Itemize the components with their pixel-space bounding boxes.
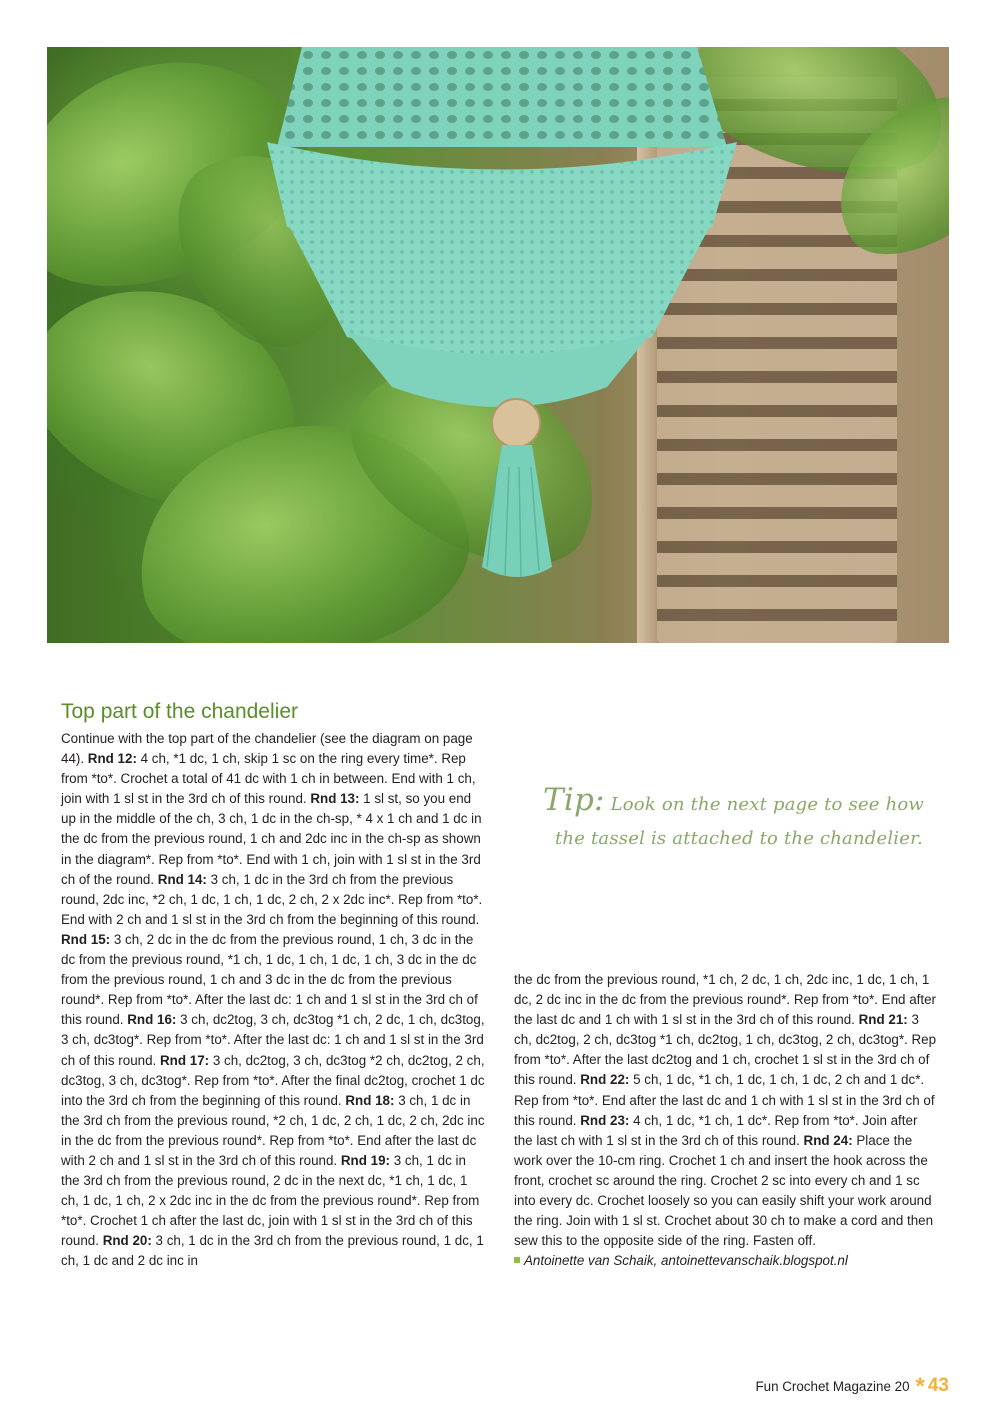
section-heading: Top part of the chandelier [61,700,298,723]
round-label: Rnd 24: [803,1132,853,1148]
round-label: Rnd 20: [102,1233,152,1249]
instruction-text: 3 ch, 1 dc in the 3rd ch from the previous round, 2 dc in the next dc, *1 ch, 1 dc, 1 ch, 1 dc, 1 ch, 2 x 2dc inc in the dc from the previous round*. Rep from *to*. Crochet 1 ch after the last dc, join with 1 sl st in the 3rd ch of this round. [61,1152,480,1249]
square-bullet-icon [514,1257,520,1263]
round-label: Rnd 18: [345,1092,395,1108]
instruction-text: 3 ch, dc2tog, 3 ch, dc3tog *1 ch, 2 dc, 1 ch, dc3tog, 3 ch, dc3tog*. Rep from *to*. After the last dc: 1 ch and 1 sl st in the 3rd ch of this round. [61,1012,485,1068]
round-label: Rnd 19: [340,1152,390,1168]
round-label: Rnd 13: [310,791,360,807]
instructions-column-1 [61,729,485,1272]
round-label: Rnd 21: [858,1012,908,1028]
tip-callout [543,783,933,856]
round-label: Rnd 12: [87,751,137,767]
crochet-chandelier [47,47,949,643]
round-label: Rnd 23: [580,1112,630,1128]
lamp-body [287,222,712,357]
page-number: 43 [927,1375,949,1396]
round-label: Rnd 16: [127,1012,177,1028]
tip-label: Tip: [543,782,605,818]
instruction-text: 4 ch, 1 dc, *1 ch, 1 dc*. Rep from *to*. Join after the last ch with 1 sl st in the 3rd ch of this round. [514,1112,918,1148]
instruction-text: the dc from the previous round, *1 ch, 2 dc, 1 ch, 2dc inc, 1 dc, 1 ch, 1 dc, 2 dc inc in the dc from the previous round*. Rep from *to*. End after the last dc and 1 ch with 1 sl st in the 3rd ch of this round. [514,972,937,1028]
instructions-text [61,729,485,1272]
instructions-text [514,970,938,1251]
instruction-text: 3 ch, 1 dc in the 3rd ch from the previous round, *2 ch, 1 dc, 2 ch, 1 dc, 2 ch, 2dc inc in the dc from the previous round*. Rep from *to*. End after the last dc with 2 ch and 1 sl st in the 3rd ch of this round. [61,1092,485,1168]
instruction-text: 3 ch, 1 dc in the 3rd ch from the previous round, 1 dc, 1 ch, 1 dc and 2 dc inc in [61,1233,484,1269]
credit-line [514,1251,938,1271]
instructions-column-2 [514,970,938,1271]
instruction-text: 3 ch, dc2tog, 2 ch, dc3tog *1 ch, dc2tog, 1 ch, dc3tog, 2 ch, dc3tog*. Rep from *to*. After the last dc2tog and 1 ch, crochet 1 sl st in the 3rd ch of this round. [514,1012,937,1088]
instruction-text: 5 ch, 1 dc, *1 ch, 1 dc, 1 ch, 1 dc, 2 ch and 1 dc*. Rep from *to*. End after the last dc and 1 ch with 1 sl st in the 3rd ch of this round. [514,1072,935,1128]
instruction-text: 3 ch, 1 dc in the 3rd ch from the previous round, 2dc inc, *2 ch, 1 dc, 1 ch, 1 dc, 2 ch, 2 x 2dc inc*. Rep from *to*. End with 2 ch and 1 sl st in the 3rd ch from the beginning of this round. [61,871,483,927]
instruction-text: 3 ch, 2 dc in the dc from the previous round, 1 ch, 3 dc in the dc from the previous round, *1 ch, 1 dc, 1 ch, 1 dc, 1 ch, 3 dc in the dc from the previous round, 1 ch and 3 dc in the dc from the previous round*. Rep from *to*. After the last dc: 1 ch and 1 sl st in the 3rd ch of this round. [61,931,478,1028]
round-label: Rnd 17: [160,1052,210,1068]
instruction-text: Continue with the top part of the chandelier (see the diagram on page 44). [61,731,473,767]
tip-line-1: Look on the next page to see how [610,794,925,815]
round-label: Rnd 15: [61,931,111,947]
star-icon: * [915,1373,925,1400]
round-label: Rnd 14: [157,871,207,887]
lamp-upper-rim [267,142,737,245]
instruction-text: 1 sl st, so you end up in the middle of the ch, 3 ch, 1 dc in the ch-sp, * 4 x 1 ch and 1 dc in the dc from the previous round, 1 ch and 2dc inc in the ch-sp as shown in the diagram*. Rep from *to*. End with 1 ch, join with 1 sl st in the 3rd ch of the round. [61,791,482,887]
tip-line-2: the tassel is attached to the chandelier. [555,828,923,849]
instruction-text: Place the work over the 10-cm ring. Crochet 1 ch and insert the hook across the front, crochet sc around the ring. Crochet 2 sc into every ch and 1 sc into every dc. Crochet loosely so you can easily shift your work around the ring. Join with 1 sl st. Crochet about 30 ch to make a cord and then sew this to the opposite side of the ring. Fasten off. [514,1132,934,1249]
chandelier-photo [47,47,949,643]
credit-text: Antoinette van Schaik, antoinettevanschaik.blogspot.nl [524,1253,848,1269]
lamp-top-mesh [277,47,727,147]
magazine-name: Fun Crochet Magazine 20 [755,1379,910,1394]
page-footer [755,1373,949,1401]
instruction-text: 3 ch, dc2tog, 3 ch, dc3tog *2 ch, dc2tog, 2 ch, dc3tog, 3 ch, dc3tog*. Rep from *to*. After the final dc2tog, crochet 1 dc into the 3rd ch from the beginning of this round. [61,1052,485,1108]
round-label: Rnd 22: [580,1072,630,1088]
instruction-text: 4 ch, *1 dc, 1 ch, skip 1 sc on the ring every time*. Rep from *to*. Crochet a total of 41 dc with 1 ch in between. End with 1 ch, join with 1 sl st in the 3rd ch of this round. [61,751,476,807]
